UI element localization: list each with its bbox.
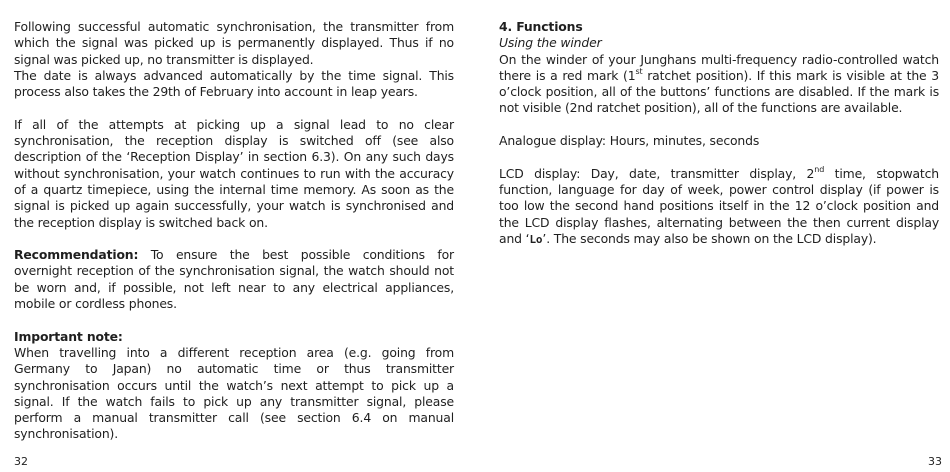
lcd-text-1: LCD display: Day, date, transmitter display, 2 xyxy=(499,165,815,181)
sync-paragraph: Following successful automatic synchronisation, the transmitter from which the signal was picked up is permanently displayed. Thus if no signal was picked up, no transmitter is displayed. xyxy=(14,19,454,67)
winder-paragraph xyxy=(499,52,939,117)
lcd-text-3: ’. The seconds may also be shown on the LCD display). xyxy=(542,230,877,246)
recommendation-paragraph xyxy=(14,247,454,312)
recommendation-text: To ensure the best possible conditions for overnight reception of the synchronisation signal, the watch should not be worn and, if possible, not left near to any electrical appliances, mobile or cordless phones. xyxy=(14,247,454,312)
important-note-label: Important note: xyxy=(14,328,123,344)
recommendation-label: Recommendation: xyxy=(14,247,139,263)
analogue-display-paragraph: Analogue display: Hours, minutes, seconds xyxy=(499,133,760,149)
winder-text-2: ratchet position). If this mark is visible at the 3 o’clock position, all of the buttons’ functions are disabled. If the mark is not visible (2nd ratchet position), all of the functions are available. xyxy=(499,67,940,116)
lcd-text-2: time, stopwatch function, language for day of week, power control display (if power is too low the second hand positions itself in the 12 o’clock position and the LCD display flashes, alternating between the then current display and ‘ xyxy=(499,165,940,246)
lcd-superscript: nd xyxy=(814,164,825,174)
functions-heading: 4. Functions xyxy=(499,19,583,34)
lcd-lo-symbol: Lo xyxy=(529,232,543,246)
no-sync-paragraph: If all of the attempts at picking up a signal lead to no clear synchronisation, the reception display is switched off (see also description of the ‘Reception Display’ in section 6.3). On any such days without synchronisation, your watch continues to run with the accuracy of a quartz timepiece, using the internal time memory. As soon as the signal is picked up again successfully, your watch is synchronised and the reception display is switched back on. xyxy=(14,116,454,230)
date-paragraph: The date is always advanced automatically by the time signal. This process also takes the 29th of February into account in leap years. xyxy=(14,67,454,100)
page-number-left: 32 xyxy=(14,455,28,468)
right-page xyxy=(499,19,939,248)
left-page xyxy=(14,19,454,443)
important-note-text: When travelling into a different reception area (e.g. going from Germany to Japan) no automatic time or thus transmitter synchronisation occurs until the watch’s next attempt to pick up a signal. If the watch fails to pick up any transmitter signal, please perform a manual transmitter call (see section 6.4 on manual synchronisation). xyxy=(14,344,454,442)
winder-superscript: st xyxy=(635,66,643,76)
winder-subheading: Using the winder xyxy=(499,35,602,51)
winder-text-1: On the winder of your Junghans multi-frequency radio-controlled watch there is a red mark (1 xyxy=(499,51,939,83)
page-number-right: 33 xyxy=(928,455,942,468)
lcd-display-paragraph xyxy=(499,166,939,248)
